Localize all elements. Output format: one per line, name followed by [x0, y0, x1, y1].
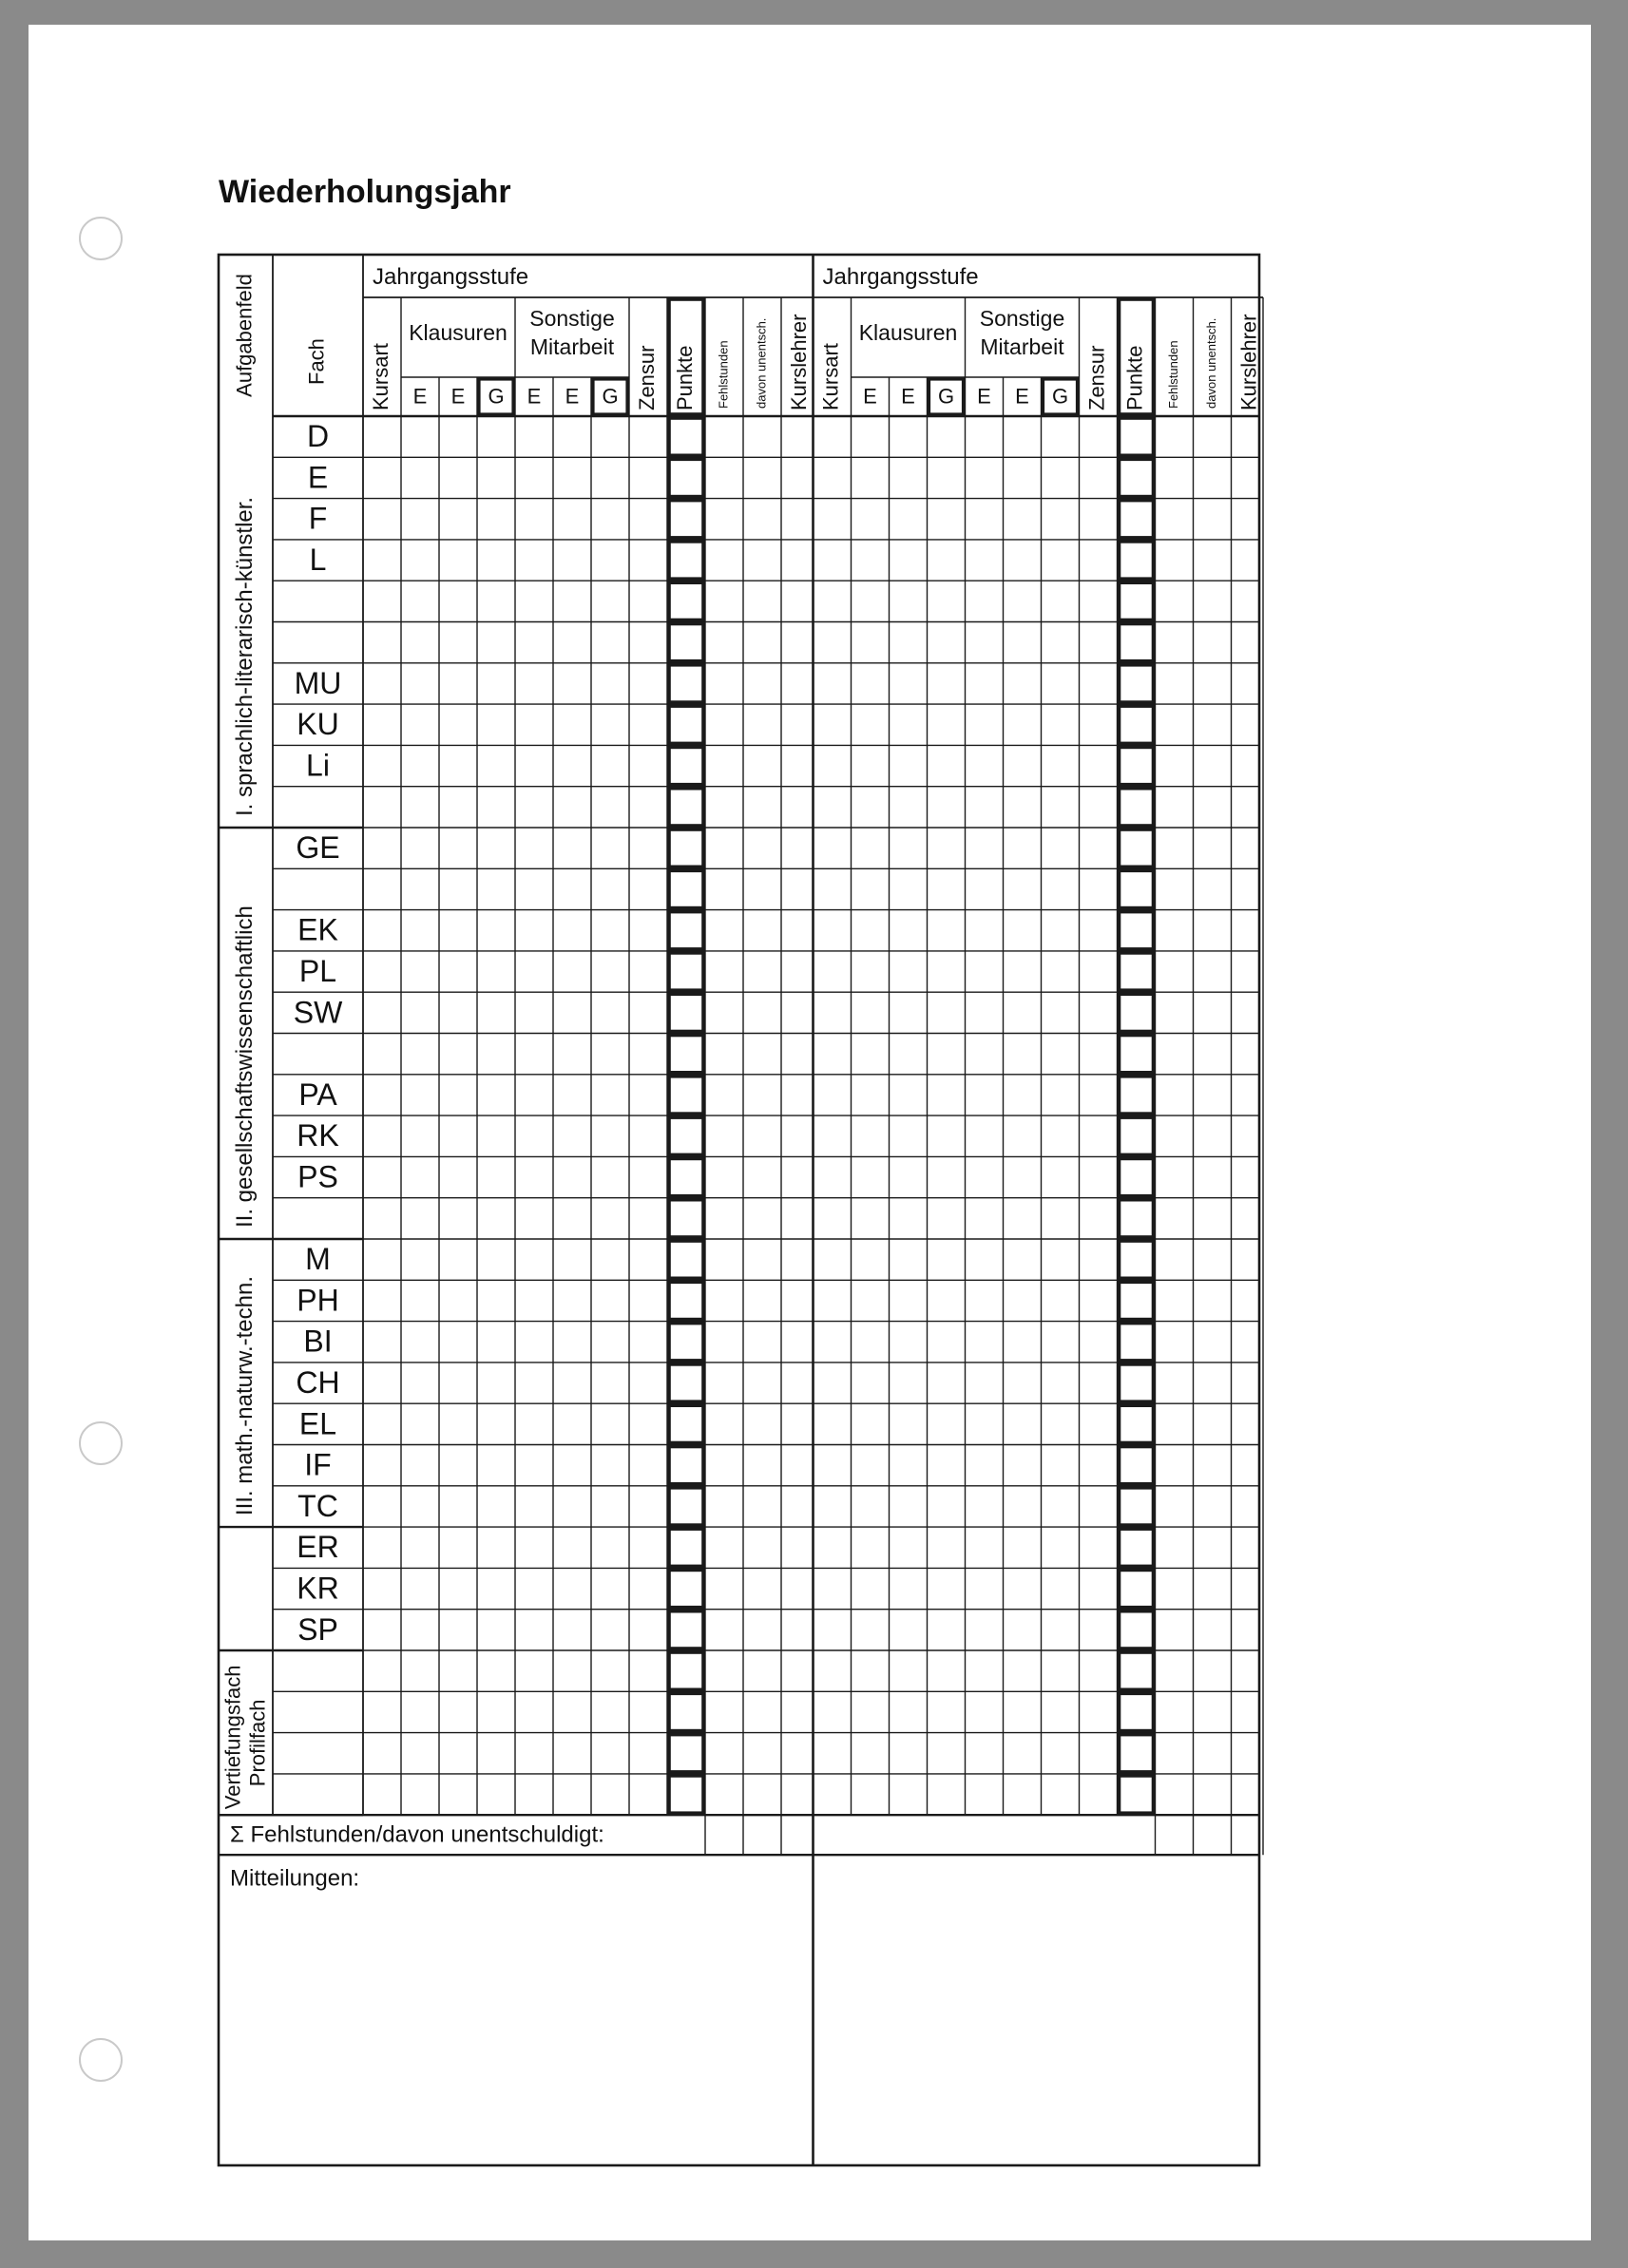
- punkte-cell-box: [1120, 1529, 1154, 1566]
- mitarbeit-header: Mitarbeit: [980, 334, 1064, 360]
- kursart-header: Kursart: [818, 343, 843, 410]
- punkte-cell-box: [669, 1364, 703, 1401]
- subject-label: GE: [296, 830, 340, 866]
- group-label: I. sprachlich-literarisch-künstler.: [231, 496, 258, 816]
- fehlstunden-header: Fehlstunden: [1165, 340, 1180, 409]
- group-label: III. math.-naturw.-techn.: [231, 1275, 258, 1516]
- punkte-cell-box: [1120, 1364, 1154, 1401]
- subject-label: MU: [294, 665, 342, 700]
- subject-label: ER: [297, 1530, 339, 1565]
- punkte-cell-box: [669, 953, 703, 990]
- punkte-cell-box: [1120, 1693, 1154, 1730]
- form-frame: [219, 255, 1259, 2165]
- subject-label: IF: [304, 1447, 332, 1482]
- punkte-cell-box: [669, 1324, 703, 1361]
- fehlstunden-total-label: Σ Fehlstunden/davon unentschuldigt:: [230, 1821, 604, 1848]
- punkte-cell-box: [669, 706, 703, 743]
- punkte-cell-box: [1120, 501, 1154, 538]
- punkte-cell-box: [669, 624, 703, 661]
- punkte-cell-box: [1120, 747, 1154, 784]
- klausur-sub-label: G: [1051, 384, 1069, 409]
- punkte-cell-box: [1120, 789, 1154, 826]
- punkte-cell-box: [669, 1693, 703, 1730]
- subject-label: F: [308, 501, 328, 536]
- davon-unentsch-header: davon unentsch.: [754, 317, 769, 409]
- subject-label: D: [306, 419, 330, 454]
- punkte-cell-box: [1120, 1652, 1154, 1689]
- subject-label: KR: [297, 1571, 339, 1606]
- punkte-cell-box: [1120, 870, 1154, 907]
- punkte-header: Punkte: [1122, 345, 1147, 410]
- punkte-cell-box: [1120, 1158, 1154, 1195]
- subject-label: SP: [297, 1611, 338, 1647]
- klausur-sub-label: E: [1015, 384, 1029, 409]
- punkte-cell-box: [1120, 582, 1154, 619]
- klausuren-header: Klausuren: [409, 320, 508, 346]
- punkte-cell-box: [1120, 706, 1154, 743]
- punkte-cell-box: [1120, 542, 1154, 579]
- subject-label: Li: [306, 748, 330, 783]
- punkte-cell-box: [1120, 1077, 1154, 1114]
- punkte-cell-box: [669, 1735, 703, 1772]
- punkte-cell-box: [1120, 1611, 1154, 1649]
- punkte-cell-box: [1120, 1324, 1154, 1361]
- subject-label: TC: [297, 1488, 338, 1523]
- klausur-sub-label: E: [901, 384, 915, 409]
- jahrgangsstufe-header: Jahrgangsstufe: [373, 263, 529, 290]
- group-label: Vertiefungsfach: [220, 1665, 245, 1810]
- punkte-cell-box: [669, 1652, 703, 1689]
- mitarbeit-header: Mitarbeit: [529, 334, 615, 360]
- subject-label: PA: [298, 1077, 337, 1112]
- kurslehrer-header: Kurslehrer: [1236, 314, 1261, 410]
- punkte-cell-box: [1120, 912, 1154, 949]
- mitteilungen-label: Mitteilungen:: [230, 1865, 360, 1892]
- punkte-cell-box: [669, 1570, 703, 1607]
- punkte-cell-box: [669, 542, 703, 579]
- subject-label: SW: [293, 995, 343, 1030]
- punkte-cell-box: [669, 870, 703, 907]
- klausur-sub-label: G: [602, 384, 619, 409]
- punkte-cell-box: [669, 789, 703, 826]
- subject-label: E: [307, 460, 329, 495]
- fach-header: Fach: [304, 338, 329, 385]
- punkte-cell-box: [1120, 1405, 1154, 1442]
- sonstige-header: Sonstige: [979, 306, 1065, 332]
- punkte-cell-box: [669, 501, 703, 538]
- punkte-cell-box: [1120, 953, 1154, 990]
- klausur-sub-label: E: [412, 384, 428, 409]
- sonstige-header: Sonstige: [529, 306, 615, 332]
- punkte-cell-box: [669, 1200, 703, 1237]
- subject-label: PH: [297, 1283, 339, 1318]
- punkte-cell-box: [669, 1036, 703, 1073]
- punkte-cell-box: [1120, 624, 1154, 661]
- punkte-cell-box: [1120, 1282, 1154, 1319]
- klausur-sub-label: E: [863, 384, 877, 409]
- subject-label: EK: [297, 912, 338, 947]
- punkte-cell-box: [1120, 665, 1154, 702]
- klausur-sub-label: E: [450, 384, 466, 409]
- punkte-cell-box: [669, 1447, 703, 1484]
- fehlstunden-header: Fehlstunden: [716, 340, 731, 409]
- kurslehrer-header: Kurslehrer: [786, 314, 811, 410]
- zensur-header: Zensur: [1084, 345, 1109, 410]
- punkte-cell-box: [669, 1529, 703, 1566]
- klausur-sub-label: E: [977, 384, 991, 409]
- punkte-cell-box: [1120, 418, 1154, 455]
- klausur-sub-label: G: [937, 384, 955, 409]
- punkte-cell-box: [1120, 1488, 1154, 1525]
- punkte-cell-box: [669, 1405, 703, 1442]
- punkte-cell-box: [1120, 829, 1154, 867]
- subject-label: KU: [297, 707, 339, 742]
- punkte-cell-box: [1120, 994, 1154, 1031]
- punkte-cell-box: [1120, 1447, 1154, 1484]
- punkte-cell-box: [1120, 1241, 1154, 1278]
- punkte-cell-box: [669, 1077, 703, 1114]
- subject-label: EL: [298, 1406, 337, 1441]
- punkte-cell-box: [669, 747, 703, 784]
- jahrgangsstufe-header: Jahrgangsstufe: [822, 263, 979, 290]
- subject-label: RK: [297, 1118, 339, 1153]
- punkte-cell-box: [1120, 1036, 1154, 1073]
- klausur-sub-label: E: [565, 384, 580, 409]
- kursart-header: Kursart: [368, 343, 393, 410]
- page-title: Wiederholungsjahr: [219, 174, 511, 210]
- punkte-cell-box: [669, 994, 703, 1031]
- punkte-cell-box: [1120, 459, 1154, 496]
- group-label: Profilfach: [245, 1699, 270, 1787]
- subject-label: L: [309, 543, 327, 578]
- punkte-cell-box: [1120, 1117, 1154, 1154]
- punkte-cell-box: [669, 418, 703, 455]
- punkte-cell-box: [1120, 1570, 1154, 1607]
- klausuren-header: Klausuren: [858, 320, 958, 346]
- punkte-cell-box: [669, 1611, 703, 1649]
- punkte-cell-box: [669, 912, 703, 949]
- punkte-cell-box: [669, 1158, 703, 1195]
- klausur-sub-label: E: [527, 384, 542, 409]
- punkte-cell-box: [1120, 1200, 1154, 1237]
- punkte-cell-box: [669, 459, 703, 496]
- davon-unentsch-header: davon unentsch.: [1203, 317, 1218, 409]
- punkte-cell-box: [669, 1488, 703, 1525]
- subject-label: PS: [297, 1159, 338, 1194]
- punkte-cell-box: [1120, 1776, 1154, 1813]
- punkte-cell-box: [669, 665, 703, 702]
- punkte-cell-box: [1120, 1735, 1154, 1772]
- punkte-cell-box: [669, 582, 703, 619]
- subject-label: PL: [298, 954, 337, 989]
- subject-label: CH: [296, 1365, 340, 1401]
- punkte-cell-box: [669, 829, 703, 867]
- zensur-header: Zensur: [634, 345, 659, 410]
- punkte-cell-box: [669, 1282, 703, 1319]
- punkte-header: Punkte: [672, 345, 697, 410]
- punkte-cell-box: [669, 1776, 703, 1813]
- group-label: II. gesellschaftswissenschaftlich: [231, 905, 258, 1228]
- subject-label: M: [305, 1242, 331, 1277]
- klausur-sub-label: G: [488, 384, 505, 409]
- aufgabenfeld-header: Aufgabenfeld: [232, 274, 257, 397]
- punkte-cell-box: [669, 1117, 703, 1154]
- punkte-cell-box: [669, 1241, 703, 1278]
- subject-label: BI: [303, 1324, 333, 1359]
